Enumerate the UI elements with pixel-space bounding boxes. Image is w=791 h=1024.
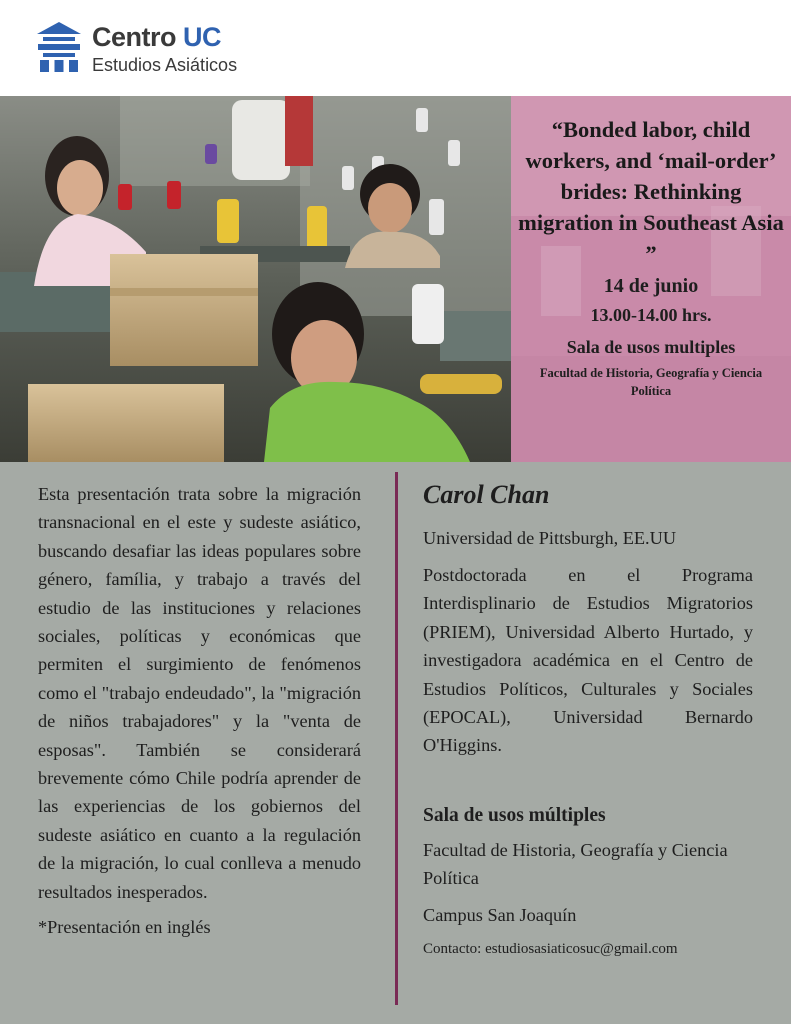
abstract-text: Esta presentación trata sobre la migración transnacional en el este y sudeste asiático, buscando desafiar las ideas populares sobre género, família, y trabajo a través del estudio de las instituciones y relaciones sociales, políticas y económicas que permiten el surgimiento de fenómenos como el "trabajo endeudado", la "migración de niños trabajadores" y la "venta de esposas". También se considerará brevemente cómo Chile podría aprender de las experiencias de los gobiernos del sudeste asiático en cuanto a la regulación de la migración, lo cual conlleva a menudo resultados inesperados. bbox=[38, 484, 361, 902]
speaker-affiliation: Universidad de Pittsburgh, EE.UU bbox=[423, 528, 677, 548]
brand-name: Centro UC bbox=[92, 22, 222, 52]
pagoda-icon bbox=[34, 20, 84, 72]
column-divider bbox=[395, 472, 398, 1005]
event-date: 14 de junio bbox=[603, 275, 699, 297]
language-note: *Presentación en inglés bbox=[38, 917, 211, 938]
header bbox=[0, 0, 791, 96]
brand-subtitle: Estudios Asiáticos bbox=[92, 55, 238, 75]
event-faculty: Facultad de Historia, Geografía y Ciencia Política bbox=[539, 366, 763, 398]
talk-title: “Bonded labor, child workers, and ‘mail-order’ brides: Rethinking migration in Southeast Asia ” bbox=[518, 117, 784, 266]
event-time: 13.00-14.00 hrs. bbox=[590, 305, 712, 325]
speaker-bio: Postdoctorada en el Programa Interdisplinario de Estudios Migratorios (PRIEM), Universidad Alberto Hurtado, y investigadora académica en el Centro de Estudios Políticos, Culturales y Sociales (EPOCAL), Universidad Bernardo O'Higgins. bbox=[423, 565, 753, 756]
venue-campus: Campus San Joaquín bbox=[423, 904, 577, 925]
factory-photo bbox=[0, 96, 511, 462]
abstract-column bbox=[38, 480, 361, 941]
event-panel bbox=[511, 96, 791, 462]
brand-accent: UC bbox=[183, 22, 222, 52]
venue-faculty: Facultad de Historia, Geografía y Ciencia Política bbox=[423, 839, 728, 889]
speaker-name: Carol Chan bbox=[423, 480, 550, 509]
contact-email: Contacto: estudiosasiaticosuc@gmail.com bbox=[423, 940, 678, 957]
speaker-column bbox=[423, 478, 753, 960]
venue-heading: Sala de usos múltiples bbox=[423, 804, 606, 826]
event-room: Sala de usos multiples bbox=[566, 337, 736, 357]
